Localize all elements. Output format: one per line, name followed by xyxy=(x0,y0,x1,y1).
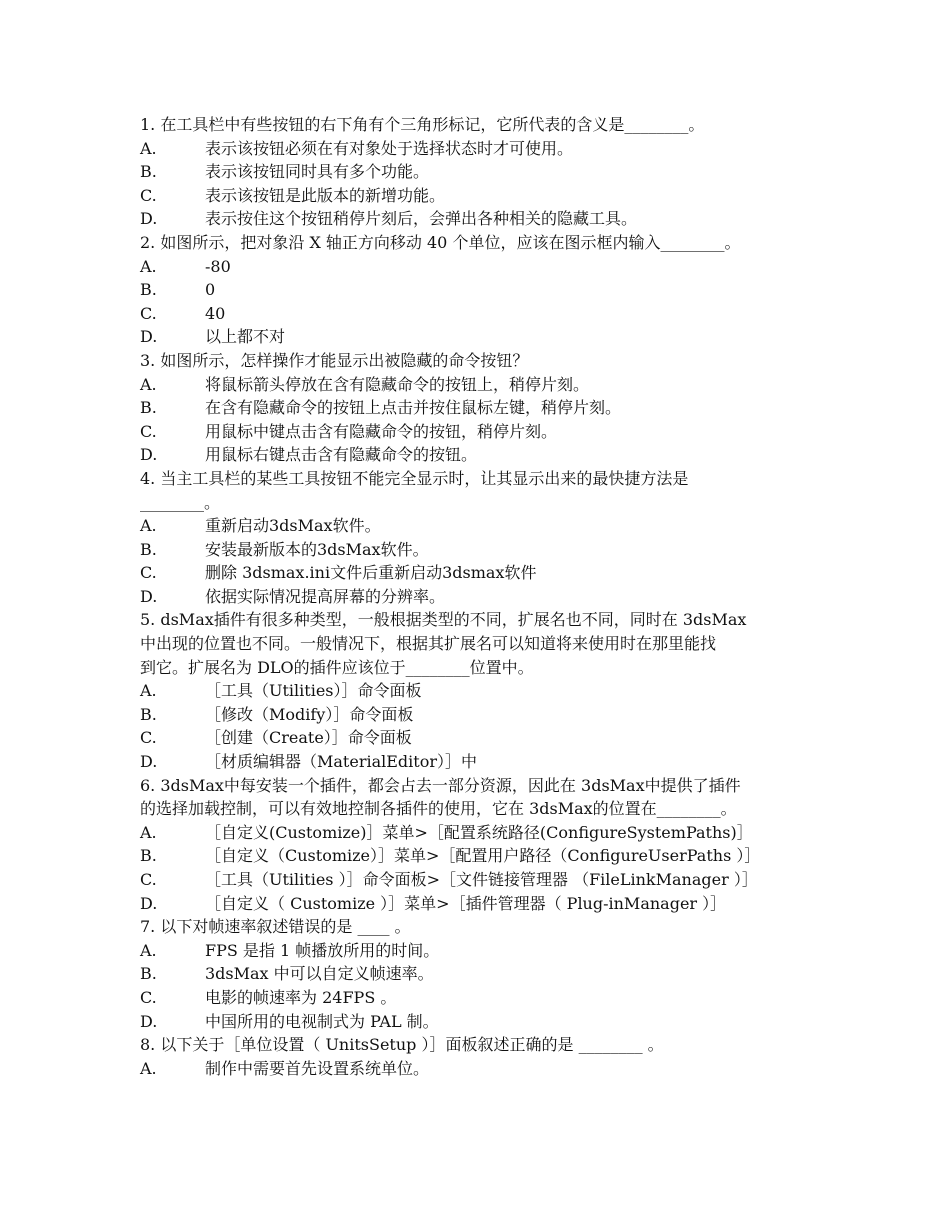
option-text: ［创建（Create）］命令面板 xyxy=(205,728,412,748)
answer-option xyxy=(140,396,840,420)
option-text: FPS 是指 1 帧播放所用的时间。 xyxy=(205,940,440,960)
option-letter: C. xyxy=(140,870,157,889)
question-stem-line: 的选择加载控制，可以有效地控制各插件的使用，它在 3dsMax的位置在________。 xyxy=(140,799,737,819)
question-stem-line: 3. 如图所示，怎样操作才能显示出被隐藏的命令按钮？ xyxy=(140,350,529,370)
question-stem-line: 1. 在工具栏中有些按钮的右下角有个三角形标记，它所代表的含义是________。 xyxy=(140,115,705,134)
question-stem-line: 7. 以下对帧速率叙述错误的是 ____ 。 xyxy=(140,917,411,937)
option-text: ［自定义（Customize）］菜单>［配置用户路径（ConfigureUserPaths ）］ xyxy=(205,846,761,866)
option-letter: A. xyxy=(140,681,157,701)
question-stem-line: 2. 如图所示，把对象沿 X 轴正方向移动 40 个单位，应该在图示框内输入________。 xyxy=(140,232,741,252)
answer-option xyxy=(140,1057,840,1081)
option-letter: A. xyxy=(140,374,157,394)
option-letter: A. xyxy=(140,940,157,960)
question-block xyxy=(140,915,840,1033)
answer-option xyxy=(140,538,840,562)
answer-option xyxy=(140,585,840,609)
option-text: 表示该按钮是此版本的新增功能。 xyxy=(205,185,446,205)
option-letter: D. xyxy=(140,445,158,465)
answer-option xyxy=(140,325,840,349)
answer-option xyxy=(140,679,840,703)
answer-option xyxy=(140,278,840,302)
option-text: 电影的帧速率为 24FPS 。 xyxy=(205,987,397,1007)
question-block xyxy=(140,1033,840,1080)
question-stem-line: 8. 以下关于［单位设置（ UnitsSetup ）］面板叙述正确的是 ________ 。 xyxy=(140,1035,664,1055)
option-letter: B. xyxy=(140,280,157,300)
option-text: 表示按住这个按钮稍停片刻后，会弹出各种相关的隐藏工具。 xyxy=(205,209,638,229)
option-text: ［修改（Modify）］命令面板 xyxy=(205,704,414,724)
answer-option xyxy=(140,443,840,467)
option-letter: C. xyxy=(140,987,157,1007)
option-letter: A. xyxy=(140,1058,157,1078)
option-text: 用鼠标右键点击含有隐藏命令的按钮。 xyxy=(205,445,478,465)
option-letter: B. xyxy=(140,964,157,984)
answer-option xyxy=(140,986,840,1010)
question-stem-line: 到它。扩展名为 DLO的插件应该位于________位置中。 xyxy=(140,657,534,677)
option-letter: A. xyxy=(140,256,157,276)
answer-option xyxy=(140,939,840,963)
question-stem-line: 6. 3dsMax中每安装一个插件，都会占去一部分资源，因此在 3dsMax中提供了插件 xyxy=(140,775,741,795)
option-text: ［自定义（ Customize ）］菜单>［插件管理器（ Plug-inManager ）］ xyxy=(205,893,727,913)
answer-option xyxy=(140,302,840,326)
option-letter: C. xyxy=(140,728,157,748)
answer-option xyxy=(140,373,840,397)
option-text: 表示该按钮同时具有多个功能。 xyxy=(205,162,430,182)
answer-option xyxy=(140,726,840,750)
option-text: 重新启动3dsMax软件。 xyxy=(205,516,381,536)
option-text: 依据实际情况提高屏幕的分辨率。 xyxy=(205,586,446,606)
option-text: 3dsMax 中可以自定义帧速率。 xyxy=(205,964,434,984)
answer-option xyxy=(140,420,840,444)
option-text: 删除 3dsmax.ini文件后重新启动3dsmax软件 xyxy=(205,563,537,583)
question-block xyxy=(140,113,840,231)
answer-option xyxy=(140,514,840,538)
option-letter: B. xyxy=(140,162,157,182)
option-text: 0 xyxy=(205,280,216,300)
question-block xyxy=(140,467,840,609)
answer-option xyxy=(140,750,840,774)
option-letter: A. xyxy=(140,516,157,536)
option-text: ［工具（Utilities）］命令面板 xyxy=(205,681,422,701)
question-stem-line: ________。 xyxy=(140,492,221,512)
option-letter: B. xyxy=(140,539,157,559)
answer-option xyxy=(140,1010,840,1034)
answer-option xyxy=(140,844,840,868)
option-text: 用鼠标中键点击含有隐藏命令的按钮，稍停片刻。 xyxy=(205,421,558,441)
option-text: 制作中需要首先设置系统单位。 xyxy=(205,1058,430,1078)
option-text: 安装最新版本的3dsMax软件。 xyxy=(205,539,429,559)
option-letter: D. xyxy=(140,586,158,606)
question-stem-line: 4. 当主工具栏的某些工具按钮不能完全显示时，让其显示出来的最快捷方法是 xyxy=(140,468,689,488)
option-letter: A. xyxy=(140,822,157,842)
question-block xyxy=(140,349,840,467)
answer-option xyxy=(140,868,840,892)
option-text: ［材质编辑器（MaterialEditor）］中 xyxy=(205,752,477,772)
question-list xyxy=(140,113,840,1080)
option-text: 在含有隐藏命令的按钮上点击并按住鼠标左键，稍停片刻。 xyxy=(205,398,622,418)
option-letter: C. xyxy=(140,563,157,583)
question-stem-line: 中出现的位置也不同。一般情况下，根据其扩展名可以知道将来使用时在那里能找 xyxy=(140,634,717,654)
option-letter: C. xyxy=(140,185,157,205)
option-letter: B. xyxy=(140,704,157,724)
option-text: ［自定义(Customize)］菜单>［配置系统路径(ConfigureSystemPaths)］ xyxy=(205,822,753,842)
option-letter: D. xyxy=(140,893,158,913)
option-text: 以上都不对 xyxy=(205,327,286,347)
question-block xyxy=(140,231,840,349)
answer-option xyxy=(140,821,840,845)
answer-option xyxy=(140,160,840,184)
answer-option xyxy=(140,255,840,279)
option-letter: B. xyxy=(140,846,157,866)
option-letter: D. xyxy=(140,1011,158,1031)
option-letter: D. xyxy=(140,209,158,229)
answer-option xyxy=(140,892,840,916)
question-block xyxy=(140,608,840,773)
option-text: ［工具（Utilities ）］命令面板>［文件链接管理器 （FileLinkManager ）］ xyxy=(205,870,758,889)
option-text: 将鼠标箭头停放在含有隐藏命令的按钮上，稍停片刻。 xyxy=(205,374,590,394)
option-text: 表示该按钮必须在有对象处于选择状态时才可使用。 xyxy=(205,138,574,158)
option-text: 中国所用的电视制式为 PAL 制。 xyxy=(205,1011,439,1031)
answer-option xyxy=(140,703,840,727)
answer-option xyxy=(140,561,840,585)
option-letter: C. xyxy=(140,421,157,441)
option-letter: D. xyxy=(140,327,158,347)
answer-option xyxy=(140,207,840,231)
option-text: -80 xyxy=(205,256,231,276)
option-letter: B. xyxy=(140,398,157,418)
answer-option xyxy=(140,962,840,986)
option-letter: D. xyxy=(140,752,158,772)
option-letter: C. xyxy=(140,303,157,323)
option-text: 40 xyxy=(205,303,226,323)
option-letter: A. xyxy=(140,138,157,158)
answer-option xyxy=(140,184,840,208)
answer-option xyxy=(140,137,840,161)
question-block xyxy=(140,774,840,916)
question-stem-line: 5. dsMax插件有很多种类型，一般根据类型的不同，扩展名也不同，同时在 3dsMax xyxy=(140,610,747,630)
